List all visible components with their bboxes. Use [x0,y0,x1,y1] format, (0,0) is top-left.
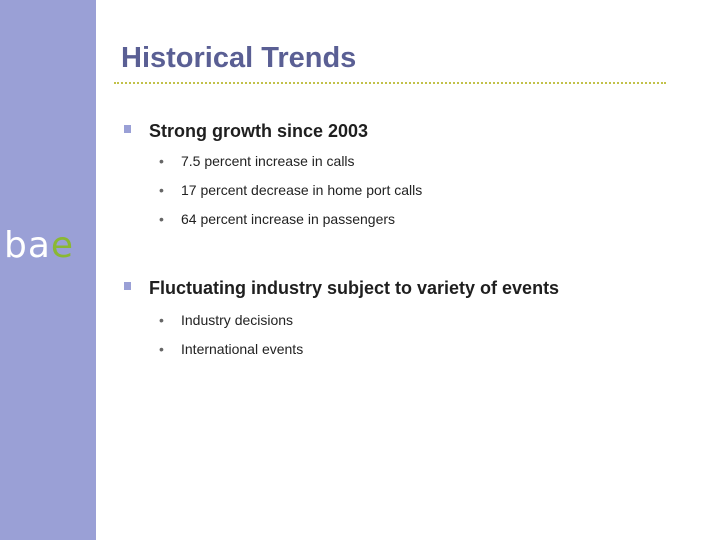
sub-bullet-text: International events [181,341,304,357]
square-bullet-icon [124,125,131,133]
sidebar-panel [0,0,96,540]
sub-bullet-item [159,153,355,169]
square-bullet-icon [124,282,131,290]
bullet-text: Strong growth since 2003 [149,121,369,141]
sub-bullet-text: 17 percent decrease in home port calls [181,182,423,198]
sub-bullet-item [159,312,293,328]
bullet-text: Fluctuating industry subject to variety of events [149,278,560,298]
title-divider [114,82,666,84]
round-bullet-icon: • [159,312,164,328]
sub-bullet-item [159,341,303,357]
slide-title: Historical Trends [121,42,357,74]
round-bullet-icon: • [159,153,164,169]
bullet-item-1 [124,121,368,142]
round-bullet-icon: • [159,211,164,227]
sub-bullet-text: 64 percent increase in passengers [181,211,396,227]
round-bullet-icon: • [159,182,164,198]
bullet-item-2 [124,278,559,299]
sub-bullet-item [159,182,422,198]
sub-bullet-item [159,211,395,227]
bae-logo [4,225,75,266]
sub-bullet-text: Industry decisions [181,312,294,328]
round-bullet-icon: • [159,341,164,357]
logo-text-accent: e [50,225,75,266]
sub-bullet-text: 7.5 percent increase in calls [181,153,355,169]
logo-text-primary: ba [4,225,51,266]
